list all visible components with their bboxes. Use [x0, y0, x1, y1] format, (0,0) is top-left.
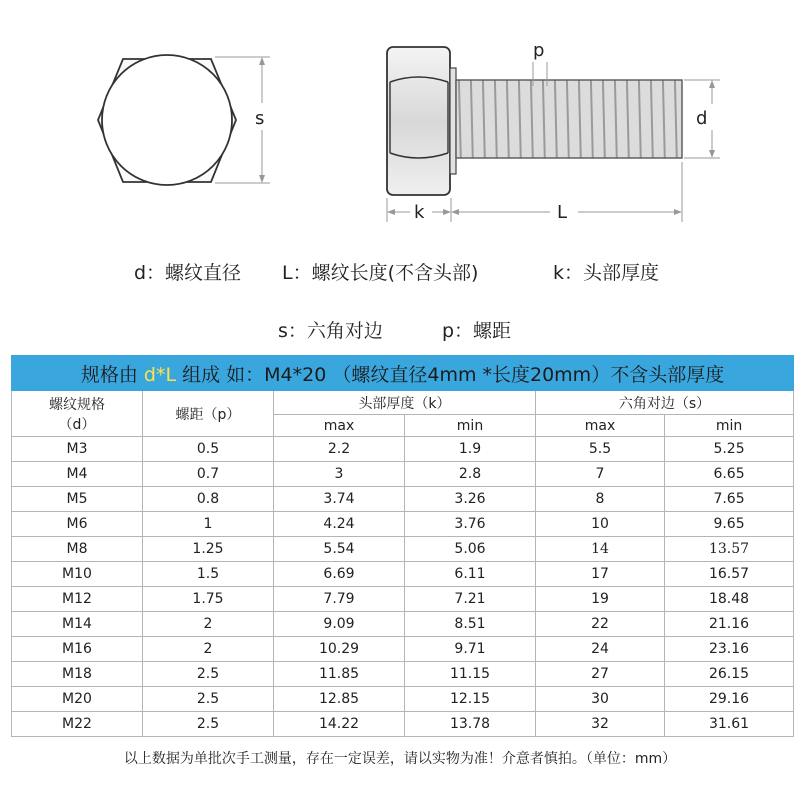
- cell-s-min: 23.16: [665, 637, 794, 662]
- cell-s-min: 6.65: [665, 462, 794, 487]
- cell-pitch: 2: [143, 612, 274, 637]
- cell-k-max: 2.2: [274, 437, 405, 462]
- cell-spec: M20: [12, 687, 143, 712]
- sub-header-s-min: min: [665, 415, 794, 437]
- cell-k-min: 2.8: [405, 462, 536, 487]
- cell-s-max: 10: [536, 512, 665, 537]
- footnote: 以上数据为单批次手工测量，存在一定误差，请以实物为准！介意者慎拍。（单位：mm）: [123, 751, 677, 767]
- table-row: [12, 487, 794, 512]
- cell-pitch: 0.7: [143, 462, 274, 487]
- label-s: s: [255, 108, 265, 129]
- cell-k-min: 3.26: [405, 487, 536, 512]
- legend-k: k：头部厚度: [553, 262, 660, 284]
- cell-pitch: 2.5: [143, 712, 274, 737]
- label-k: k: [414, 202, 425, 223]
- cell-k-max: 3.74: [274, 487, 405, 512]
- banner-suffix: 组成 如：M4*20 （螺纹直径4mm *长度20mm）不含头部厚度: [176, 363, 725, 386]
- cell-s-min: 29.16: [665, 687, 794, 712]
- cell-spec: M4: [12, 462, 143, 487]
- cell-k-max: 4.24: [274, 512, 405, 537]
- table-row: [12, 712, 794, 737]
- cell-s-max: 17: [536, 562, 665, 587]
- cell-k-max: 3: [274, 462, 405, 487]
- table-row: [12, 437, 794, 462]
- table-body: [12, 437, 794, 737]
- cell-s-min: 18.48: [665, 587, 794, 612]
- cell-s-min: 21.16: [665, 612, 794, 637]
- cell-pitch: 1: [143, 512, 274, 537]
- legend-L: L：螺纹长度(不含头部): [282, 262, 479, 284]
- table-row: [12, 687, 794, 712]
- cell-s-max: 7: [536, 462, 665, 487]
- cell-spec: M8: [12, 537, 143, 562]
- cell-k-max: 12.85: [274, 687, 405, 712]
- cell-s-max: 32: [536, 712, 665, 737]
- legend-s: s：六角对边: [278, 320, 383, 342]
- cell-k-min: 6.11: [405, 562, 536, 587]
- cell-k-min: 5.06: [405, 537, 536, 562]
- cell-k-max: 7.79: [274, 587, 405, 612]
- cell-spec: M5: [12, 487, 143, 512]
- cell-k-min: 12.15: [405, 687, 536, 712]
- cell-spec: M14: [12, 612, 143, 637]
- col-header-head-thickness: 头部厚度（k）: [274, 391, 536, 415]
- cell-pitch: 1.75: [143, 587, 274, 612]
- cell-spec: M22: [12, 712, 143, 737]
- sub-header-k-min: min: [405, 415, 536, 437]
- cell-s-max: 5.5: [536, 437, 665, 462]
- cell-k-max: 11.85: [274, 662, 405, 687]
- col-header-spec: [12, 391, 143, 437]
- cell-s-min: 26.15: [665, 662, 794, 687]
- label-p: p: [533, 40, 545, 61]
- banner-prefix: 规格由: [80, 363, 144, 386]
- cell-s-max: 22: [536, 612, 665, 637]
- legend-d: d：螺纹直径: [134, 262, 242, 284]
- col-header-spec-line2: （d）: [58, 416, 96, 433]
- cell-s-max: 30: [536, 687, 665, 712]
- cell-k-max: 6.69: [274, 562, 405, 587]
- cell-pitch: 1.5: [143, 562, 274, 587]
- cell-k-max: 14.22: [274, 712, 405, 737]
- col-header-spec-line1: 螺纹规格: [49, 396, 105, 413]
- cell-k-min: 11.15: [405, 662, 536, 687]
- cell-k-max: 9.09: [274, 612, 405, 637]
- cell-k-min: 8.51: [405, 612, 536, 637]
- cell-k-min: 1.9: [405, 437, 536, 462]
- cell-s-min: 16.57: [665, 562, 794, 587]
- cell-pitch: 0.5: [143, 437, 274, 462]
- label-L: L: [557, 202, 568, 223]
- cell-s-min: 31.61: [665, 712, 794, 737]
- table-row: [12, 512, 794, 537]
- banner-accent: d*L: [143, 363, 177, 386]
- cell-s-min: 13.57: [665, 537, 794, 562]
- cell-pitch: 1.25: [143, 537, 274, 562]
- spec-table: [11, 355, 794, 737]
- cell-s-max: 8: [536, 487, 665, 512]
- cell-s-min: 7.65: [665, 487, 794, 512]
- cell-s-max: 14: [536, 537, 665, 562]
- cell-spec: M3: [12, 437, 143, 462]
- cell-spec: M6: [12, 512, 143, 537]
- cell-pitch: 2.5: [143, 687, 274, 712]
- cell-s-max: 19: [536, 587, 665, 612]
- table-row: [12, 462, 794, 487]
- table-row: [12, 662, 794, 687]
- cell-pitch: 2.5: [143, 662, 274, 687]
- sub-header-s-max: max: [536, 415, 665, 437]
- cell-pitch: 2: [143, 637, 274, 662]
- cell-s-max: 24: [536, 637, 665, 662]
- threaded-shank: [456, 80, 682, 158]
- cell-spec: M10: [12, 562, 143, 587]
- sub-header-k-max: max: [274, 415, 405, 437]
- table-row: [12, 587, 794, 612]
- table-row: [12, 612, 794, 637]
- hex-head-top-view: [98, 55, 236, 185]
- cell-pitch: 0.8: [143, 487, 274, 512]
- cell-s-max: 27: [536, 662, 665, 687]
- table-row: [12, 537, 794, 562]
- col-header-pitch: 螺距（p）: [143, 391, 274, 437]
- bolt-diagram: [0, 0, 800, 250]
- cell-s-min: 5.25: [665, 437, 794, 462]
- legend-p: p：螺距: [442, 320, 512, 342]
- label-d: d: [696, 108, 708, 129]
- cell-k-min: 7.21: [405, 587, 536, 612]
- col-header-hex-across-flats: 六角对边（s）: [536, 391, 794, 415]
- cell-spec: M12: [12, 587, 143, 612]
- cell-spec: M16: [12, 637, 143, 662]
- cell-k-min: 13.78: [405, 712, 536, 737]
- cell-k-max: 10.29: [274, 637, 405, 662]
- table-banner: [12, 356, 794, 391]
- table-row: [12, 562, 794, 587]
- cell-spec: M18: [12, 662, 143, 687]
- table-row: [12, 637, 794, 662]
- cell-k-min: 9.71: [405, 637, 536, 662]
- cell-k-min: 3.76: [405, 512, 536, 537]
- cell-k-max: 5.54: [274, 537, 405, 562]
- hex-head-side-view: [387, 47, 456, 195]
- cell-s-min: 9.65: [665, 512, 794, 537]
